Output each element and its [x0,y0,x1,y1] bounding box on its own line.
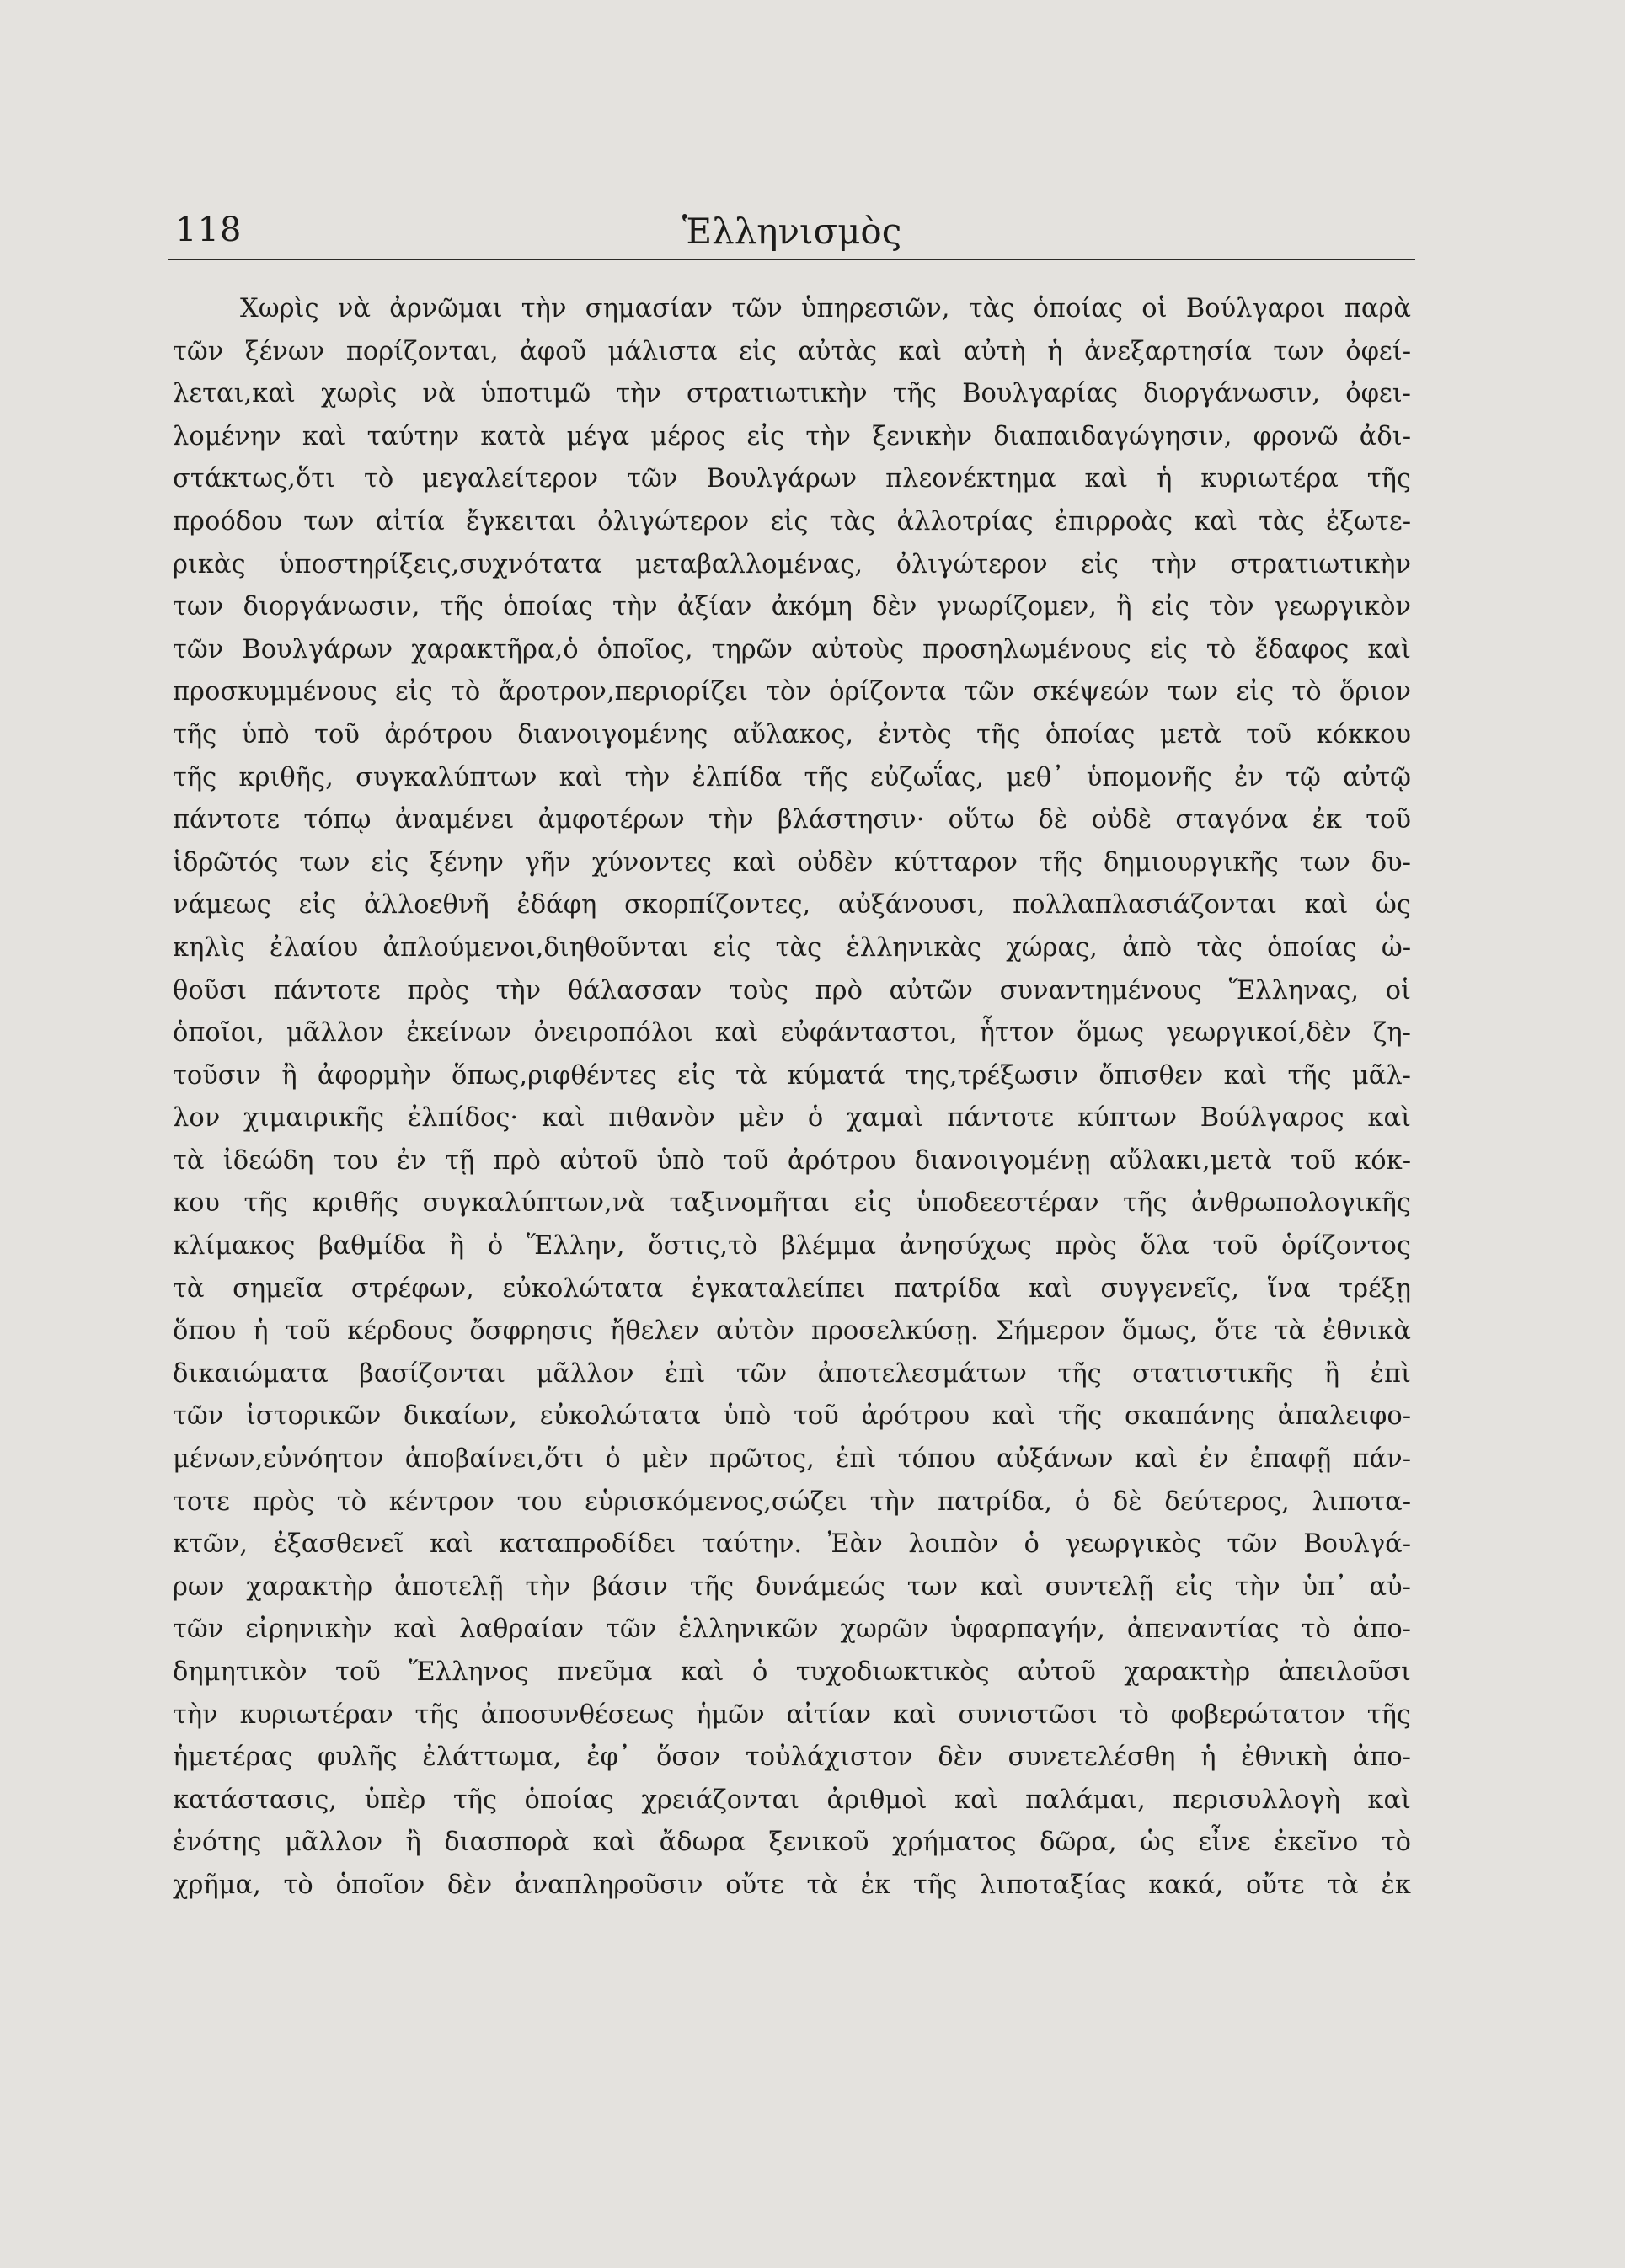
text-line: τοῦσιν ἢ ἀφορμὴν ὅπως,ριφθέντες εἰς τὰ κύματά της,τρέξωσιν ὄπισθεν καὶ τῆς μᾶλ- [173,1060,1411,1091]
text-line: κου τῆς κριθῆς συγκαλύπτων,νὰ ταξινομῆται εἰς ὑποδεεστέραν τῆς ἀνθρωπολογικῆς [173,1188,1411,1219]
page-header [168,211,1415,256]
text-line: τῶν Βουλγάρων χαρακτῆρα,ὁ ὁποῖος, τηρῶν αὐτοὺς προσηλωμένους εἰς τὸ ἔδαφος καὶ [173,634,1411,664]
text-line: νάμεως εἰς ἀλλοεθνῆ ἐδάφη σκορπίζοντες, αὐξάνουσι, πολλαπλασιάζονται καὶ ὡς [173,890,1411,921]
text-line: τοτε πρὸς τὸ κέντρον του εὑρισκόμενος,σώζει τὴν πατρίδα, ὁ δὲ δεύτερος, λιποτα- [173,1486,1411,1517]
text-line: λεται,καὶ χωρὶς νὰ ὑποτιμῶ τὴν στρατιωτικὴν τῆς Βουλγαρίας διοργάνωσιν, ὀφει- [173,379,1411,409]
text-line: των διοργάνωσιν, τῆς ὁποίας τὴν ἀξίαν ἀκόμη δὲν γνωρίζομεν, ἢ εἰς τὸν γεωργικὸν [173,592,1411,622]
text-line: κατάστασις, ὑπὲρ τῆς ὁποίας χρειάζονται ἀριθμοὶ καὶ παλάμαι, περισυλλογὴ καὶ [173,1785,1411,1815]
text-line: τὴν κυριωτέραν τῆς ἀποσυνθέσεως ἡμῶν αἰτίαν καὶ συνιστῶσι τὸ φοβερώτατον τῆς [173,1700,1411,1730]
text-line: κλίμακος βαθμίδα ἢ ὁ Ἕλλην, ὅστις,τὸ βλέμμα ἀνησύχως πρὸς ὅλα τοῦ ὁρίζοντος [173,1231,1411,1262]
text-line: τῆς κριθῆς, συγκαλύπτων καὶ τὴν ἐλπίδα τῆς εὐζωΐας, μεθ᾽ ὑπομονῆς ἐν τῷ αὐτῷ [173,762,1411,792]
header-rule [168,259,1415,260]
text-line: πάντοτε τόπῳ ἀναμένει ἀμφοτέρων τὴν βλάστησιν· οὕτω δὲ οὐδὲ σταγόνα ἐκ τοῦ [173,805,1411,835]
text-line: προόδου των αἰτία ἔγκειται ὀλιγώτερον εἰς τὰς ἀλλοτρίας ἐπιρροὰς καὶ τὰς ἐξωτε- [173,506,1411,536]
text-line: τῆς ὑπὸ τοῦ ἀρότρου διανοιγομένης αὔλακος, ἐντὸς τῆς ὁποίας μετὰ τοῦ κόκκου [173,719,1411,750]
text-line: τῶν ἱστορικῶν δικαίων, εὐκολώτατα ὑπὸ τοῦ ἀρότρου καὶ τῆς σκαπάνης ἀπαλειφο- [173,1401,1411,1432]
text-line [173,1908,1411,1950]
text-line: λομένην καὶ ταύτην κατὰ μέγα μέρος εἰς τὴν ξενικὴν διαπαιδαγώγησιν, φρονῶ ἀδι- [173,421,1411,451]
text-line: ρικὰς ὑποστηρίξεις,συχνότατα μεταβαλλομένας, ὀλιγώτερον εἰς τὴν στρατιωτικὴν [173,549,1411,579]
text-line: ἱδρῶτός των εἰς ξένην γῆν χύνοντες καὶ οὐδὲν κύτταρον τῆς δημιουργικῆς των δυ- [173,847,1411,878]
text-line: Χωρὶς νὰ ἀρνῶμαι τὴν σημασίαν τῶν ὑπηρεσιῶν, τὰς ὁποίας οἱ Βούλγαροι παρὰ [240,294,1411,323]
text-line: τῶν ξένων πορίζονται, ἀφοῦ μάλιστα εἰς αὐτὰς καὶ αὐτὴ ἡ ἀνεξαρτησία των ὀφεί- [173,336,1411,366]
text-line: προσκυμμένους εἰς τὸ ἄροτρον,περιορίζει τὸν ὁρίζοντα τῶν σκέψεών των εἰς τὸ ὅριον [173,677,1411,707]
body-paragraph [173,288,1411,1950]
running-title: Ἑλληνισμὸς [682,211,902,252]
text-line: λον χιμαιρικῆς ἐλπίδος· καὶ πιθανὸν μὲν ὁ χαμαὶ πάντοτε κύπτων Βούλγαρος καὶ [173,1103,1411,1134]
text-line: τὰ ἰδεώδη του ἐν τῇ πρὸ αὐτοῦ ὑπὸ τοῦ ἀρότρου διανοιγομένῃ αὔλακι,μετὰ τοῦ κόκ- [173,1145,1411,1176]
text-line: ρων χαρακτὴρ ἀποτελῇ τὴν βάσιν τῆς δυνάμεώς των καὶ συντελῇ εἰς τὴν ὑπ᾽ αὐ- [173,1572,1411,1602]
text-line: δικαιώματα βασίζονται μᾶλλον ἐπὶ τῶν ἀποτελεσμάτων τῆς στατιστικῆς ἢ ἐπὶ [173,1358,1411,1389]
text-line: κτῶν, ἐξασθενεῖ καὶ καταπροδίδει ταύτην. Ἐὰν λοιπὸν ὁ γεωργικὸς τῶν Βουλγά- [173,1529,1411,1560]
text-line: κηλὶς ἐλαίου ἀπλούμενοι,διηθοῦνται εἰς τὰς ἑλληνικὰς χώρας, ἀπὸ τὰς ὁποίας ὠ- [173,932,1411,963]
text-line: τῶν εἰρηνικὴν καὶ λαθραίαν τῶν ἑλληνικῶν χωρῶν ὑφαρπαγήν, ἀπεναντίας τὸ ἀπο- [173,1614,1411,1645]
text-line: θοῦσι πάντοτε πρὸς τὴν θάλασσαν τοὺς πρὸ αὐτῶν συναντημένους Ἕλληνας, οἱ [173,975,1411,1006]
text-line: ὁποῖοι, μᾶλλον ἐκείνων ὀνειροπόλοι καὶ εὐφάνταστοι, ἧττον ὅμως γεωργικοί,δὲν ζη- [173,1018,1411,1049]
text-line: τὰ σημεῖα στρέφων, εὐκολώτατα ἐγκαταλείπει πατρίδα καὶ συγγενεῖς, ἵνα τρέξῃ [173,1273,1411,1304]
text-line: ὅπου ἡ τοῦ κέρδους ὄσφρησις ἤθελεν αὐτὸν προσελκύσῃ. Σήμερον ὅμως, ὅτε τὰ ἐθνικὰ [173,1316,1411,1347]
page-number: 118 [175,211,243,249]
text-line: χρῆμα, τὸ ὁποῖον δὲν ἀναπληροῦσιν οὔτε τὰ ἐκ τῆς λιποταξίας κακά, οὔτε τὰ ἐκ [173,1870,1411,1900]
text-line: δημητικὸν τοῦ Ἕλληνος πνεῦμα καὶ ὁ τυχοδιωκτικὸς αὐτοῦ χαρακτὴρ ἀπειλοῦσι [173,1657,1411,1687]
text-line: ἑνότης μᾶλλον ἢ διασπορὰ καὶ ἄδωρα ξενικοῦ χρήματος δῶρα, ὡς εἶνε ἐκεῖνο τὸ [173,1828,1411,1858]
text-line: στάκτως,ὅτι τὸ μεγαλείτερον τῶν Βουλγάρων πλεονέκτημα καὶ ἡ κυριωτέρα τῆς [173,464,1411,494]
text-line: μένων,εὐνόητον ἀποβαίνει,ὅτι ὁ μὲν πρῶτος, ἐπὶ τόπου αὐξάνων καὶ ἐν ἐπαφῇ πάν- [173,1444,1411,1475]
text-line: ἡμετέρας φυλῆς ἐλάττωμα, ἐφ᾽ ὅσον τοὐλάχιστον δὲν συνετελέσθη ἡ ἐθνικὴ ἀπο- [173,1742,1411,1773]
